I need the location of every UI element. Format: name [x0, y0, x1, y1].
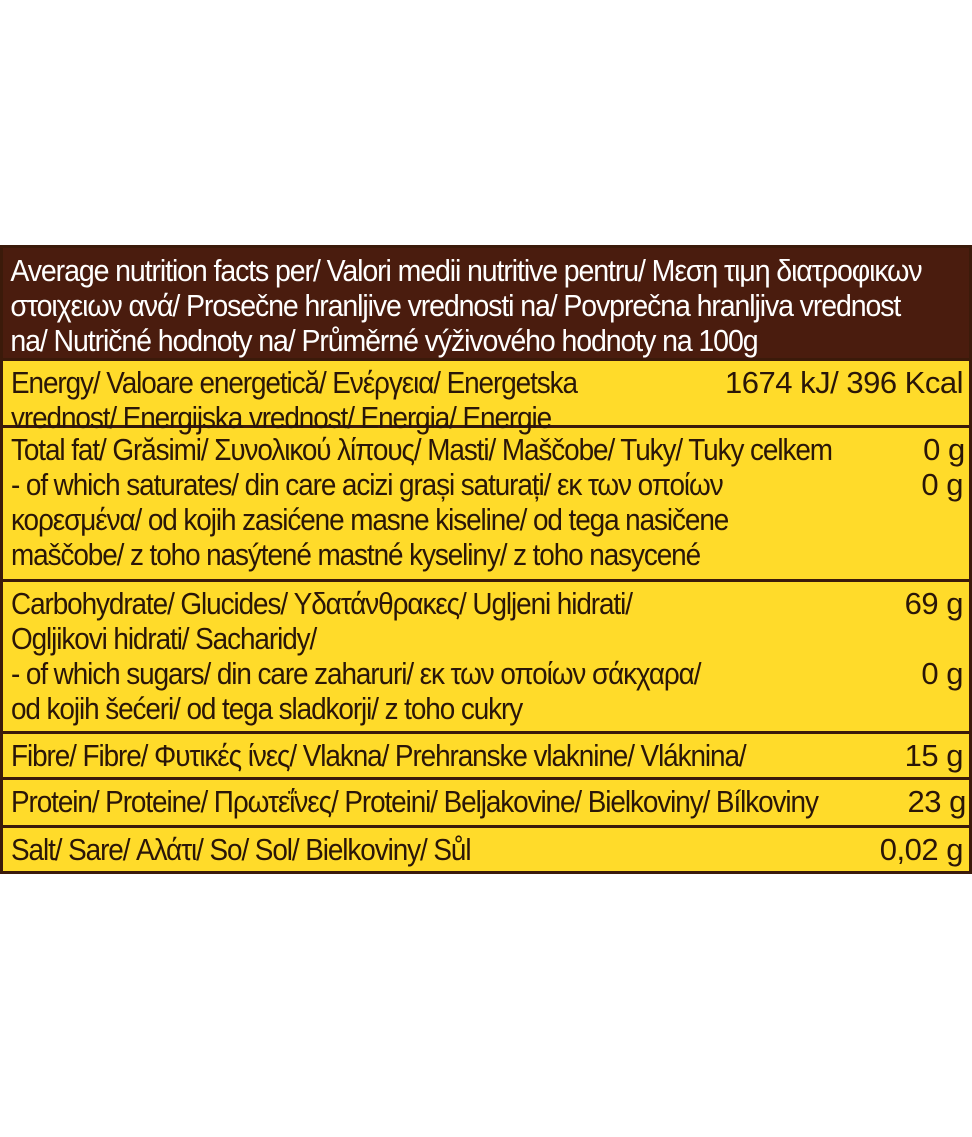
protein-value: 23 g	[907, 784, 966, 819]
carbohydrate-label-2: Ogljikovi hidrati/ Sacharidy/	[11, 621, 317, 656]
fat-label-1: Total fat/ Grăsimi/ Συνολικού λίπους/ Masti/ Maščobe/ Tuky/ Tuky celkem	[11, 432, 832, 467]
row-carbohydrate	[3, 579, 969, 731]
row-salt	[3, 825, 969, 871]
table-header	[3, 248, 969, 358]
fibre-value: 15 g	[904, 738, 963, 773]
sugars-label-2: od kojih šećeri/ od tega sladkorji/ z toho cukry	[11, 691, 523, 726]
energy-value: 1674 kJ/ 396 Kcal	[725, 365, 963, 400]
row-fibre	[3, 731, 969, 777]
carbohydrate-label-1: Carbohydrate/ Glucides/ Υδατάνθρακες/ Ugljeni hidrati/	[11, 586, 632, 621]
saturates-label-2: κορεσμένα/ od kojih zasićene masne kiseline/ od tega nasičene	[11, 502, 729, 537]
saturates-label-3: maščobe/ z toho nasýtené mastné kyseliny/ z toho nasycené	[11, 537, 701, 572]
energy-label-2: vrednost/ Energijska vrednost/ Energia/ Energie	[11, 400, 552, 435]
saturates-value: 0 g	[921, 467, 963, 502]
sugars-value: 0 g	[921, 656, 963, 691]
header-line-3: na/ Nutričné hodnoty na/ Průměrné výživového hodnoty na 100g	[10, 323, 758, 358]
fat-value: 0 g	[923, 432, 965, 467]
sugars-label-1: - of which sugars/ din care zaharuri/ εκ των οποίων σάκχαρα/	[11, 656, 701, 691]
header-line-2: στοιχειων ανά/ Prosečne hranljive vrednosti na/ Povprečna hranljiva vrednost	[10, 288, 901, 323]
salt-value: 0,02 g	[879, 832, 963, 867]
energy-label-1: Energy/ Valoare energetică/ Ενέργεια/ Energetska	[11, 365, 577, 400]
fibre-label: Fibre/ Fibre/ Φυτικές ίνες/ Vlakna/ Prehranske vlaknine/ Vláknina/	[11, 738, 746, 773]
row-protein	[3, 777, 969, 825]
nutrition-table	[0, 245, 972, 874]
saturates-label-1: - of which saturates/ din care acizi grași saturați/ εκ των οποίων	[11, 467, 723, 502]
row-energy	[3, 358, 969, 435]
protein-label: Protein/ Proteine/ Πρωτεΐνες/ Proteini/ Beljakovine/ Bielkoviny/ Bílkoviny	[11, 784, 818, 819]
carbohydrate-value: 69 g	[904, 586, 963, 621]
row-fat	[3, 425, 969, 579]
header-line-1: Average nutrition facts per/ Valori medii nutritive pentru/ Μεση τιμη διατροφικων	[10, 253, 922, 288]
salt-label: Salt/ Sare/ Αλάτι/ So/ Sol/ Bielkoviny/ Sůl	[11, 832, 471, 867]
